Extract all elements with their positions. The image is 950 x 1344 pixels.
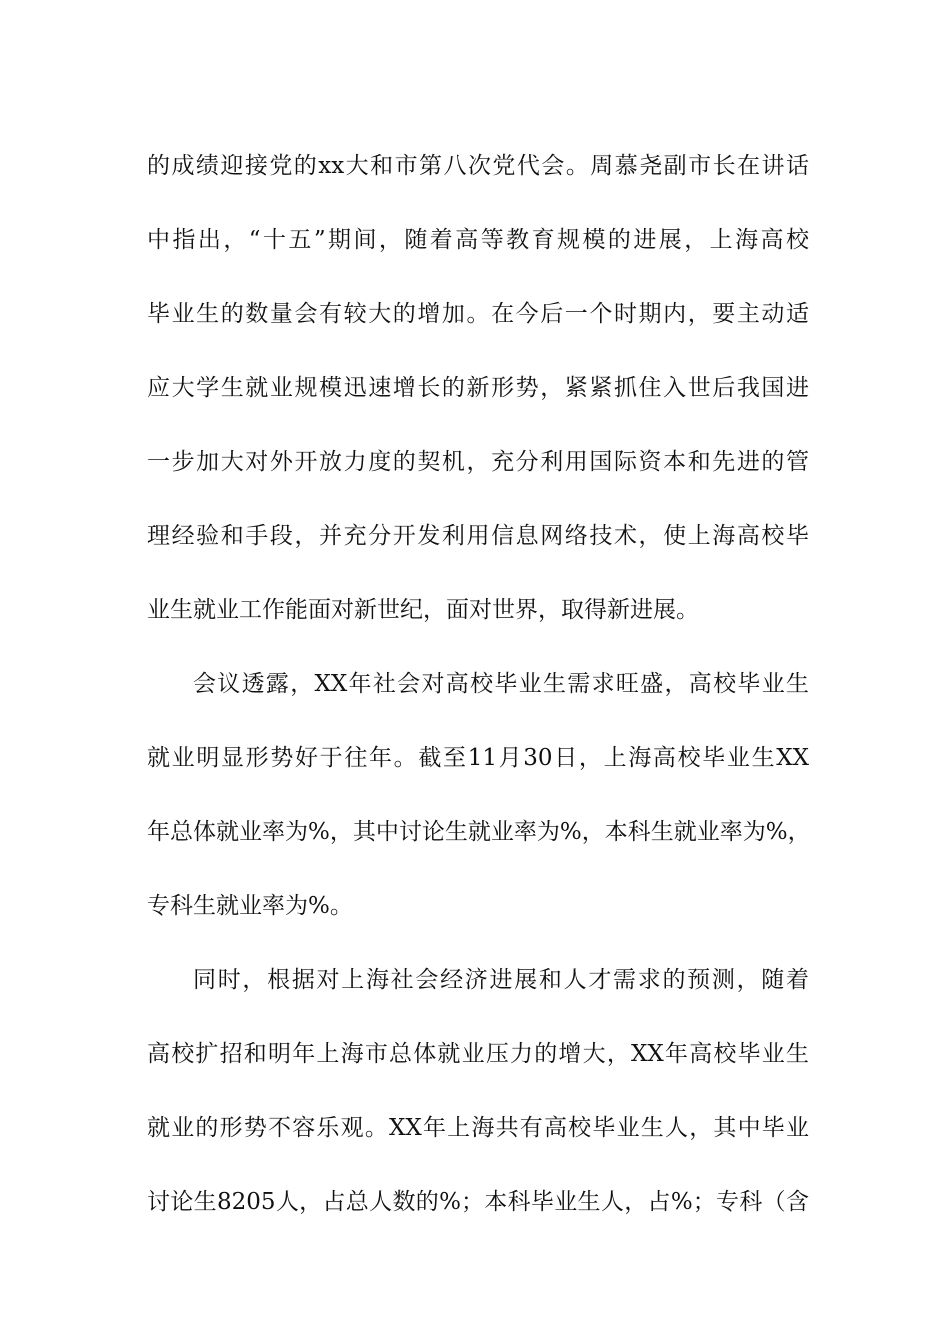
paragraph-3-line-1: 同时，根据对上海社会经济进展和人才需求的预测，随着 — [193, 967, 809, 993]
paragraph-1-line-6: 理经验和手段，并充分开发利用信息网络技术，使上海高校毕 — [147, 523, 809, 549]
paragraph-2-line-2: 就业明显形势好于往年。截至11月30日，上海高校毕业生XX — [147, 745, 809, 771]
paragraph-3-line-3: 就业的形势不容乐观。XX年上海共有高校毕业生人，其中毕业 — [147, 1115, 809, 1141]
paragraph-1-line-5: 一步加大对外开放力度的契机，充分利用国际资本和先进的管 — [147, 449, 809, 475]
paragraph-3-line-4: 讨论生8205人，占总人数的%；本科毕业生人，占%；专科（含 — [147, 1189, 809, 1215]
paragraph-1-line-7: 业生就业工作能面对新世纪，面对世界，取得新进展。 — [147, 597, 699, 623]
paragraph-2-line-4: 专科生就业率为%。 — [147, 893, 353, 919]
paragraph-2-line-1: 会议透露，XX年社会对高校毕业生需求旺盛，高校毕业生 — [193, 671, 809, 697]
paragraph-1-line-2: 中指出，“十五”期间，随着高等教育规模的进展，上海高校 — [147, 227, 809, 253]
paragraph-1-line-3: 毕业生的数量会有较大的增加。在今后一个时期内，要主动适 — [147, 301, 809, 327]
document-body — [147, 129, 809, 1239]
paragraph-3-line-2: 高校扩招和明年上海市总体就业压力的增大，XX年高校毕业生 — [147, 1041, 809, 1067]
paragraph-2-line-3: 年总体就业率为%，其中讨论生就业率为%，本科生就业率为%， — [147, 819, 811, 845]
paragraph-1-line-4: 应大学生就业规模迅速增长的新形势，紧紧抓住入世后我国进 — [147, 375, 809, 401]
paragraph-1-line-1: 的成绩迎接党的xx大和市第八次党代会。周慕尧副市长在讲话 — [147, 153, 809, 179]
